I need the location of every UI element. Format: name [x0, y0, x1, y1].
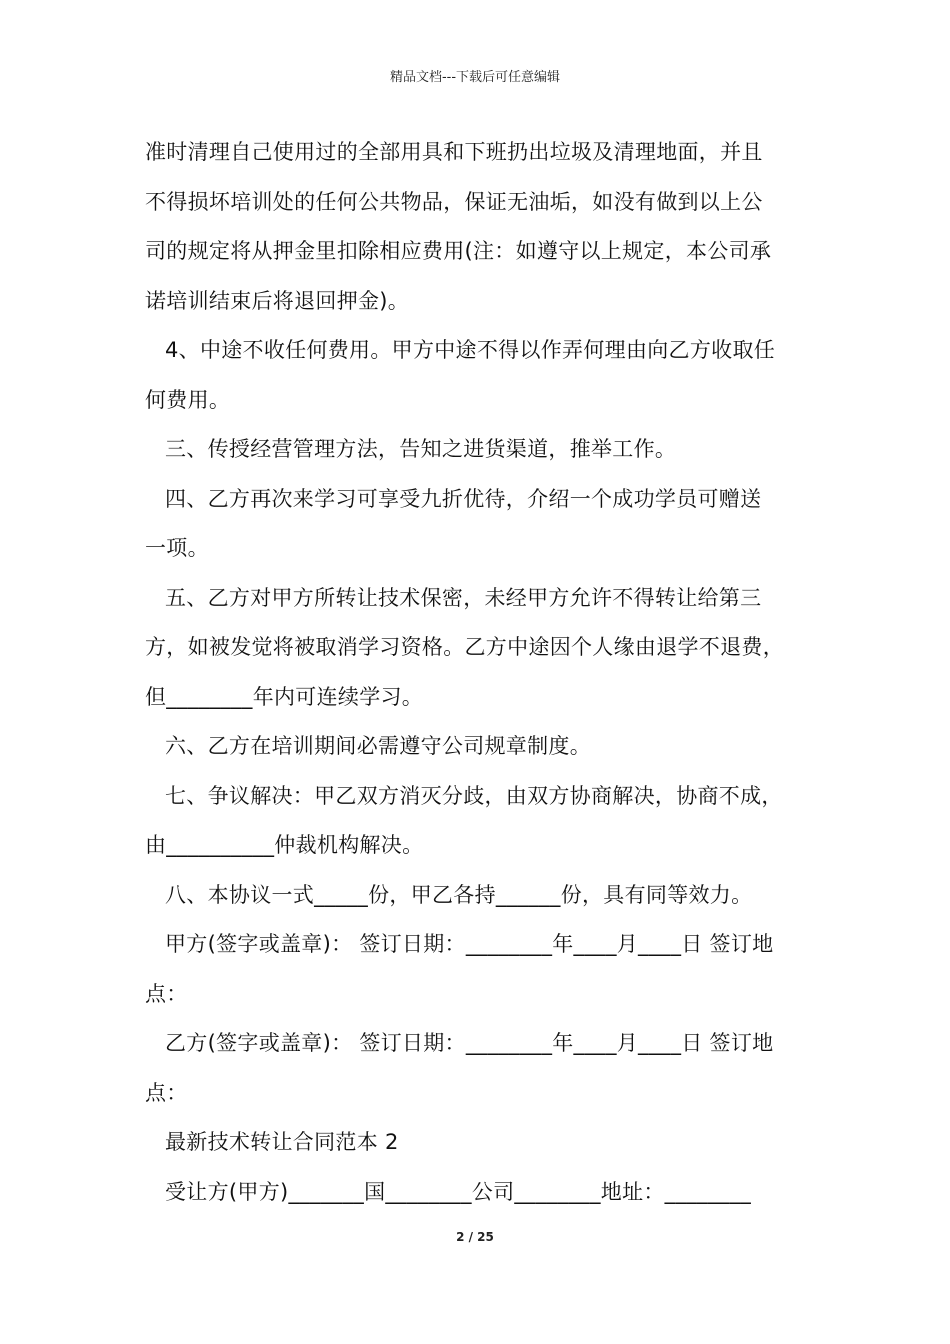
text-line: 甲方(签字或盖章)： 签订日期：________年____月____日 签订地: [165, 932, 774, 956]
text-line: 四、乙方再次来学习可享受九折优待，介绍一个成功学员可赠送: [165, 486, 762, 511]
text-line: 受让方(甲方)_______国________公司________地址：________: [165, 1179, 752, 1204]
page-number: 2 / 25: [456, 1230, 494, 1244]
page-header: 精品文档---下载后可任意编辑: [389, 70, 561, 85]
text-line: 由__________仲裁机构解决。: [145, 833, 424, 857]
text-line: 三、传授经营管理方法，告知之进货渠道，推举工作。: [165, 437, 677, 461]
text-line: 诺培训结束后将退回押金)。: [145, 288, 410, 313]
text-line: 方，如被发觉将被取消学习资格。乙方中途因个人缘由退学不退费，: [145, 635, 784, 659]
text-line: 七、争议解决：甲乙双方消灭分歧，由双方协商解决，协商不成，: [165, 783, 783, 808]
text-line: 司的规定将从押金里扣除相应费用(注：如遵守以上规定，本公司承: [145, 239, 772, 263]
text-line: 4、中途不收任何费用。甲方中途不得以作弄何理由向乙方收取任: [165, 338, 776, 362]
text-line: 五、乙方对甲方所转让技术保密，未经甲方允许不得转让给第三: [165, 585, 762, 610]
text-line: 准时清理自己使用过的全部用具和下班扔出垃圾及清理地面，并且: [145, 140, 763, 164]
text-line: 六、乙方在培训期间必需遵守公司规章制度。: [165, 734, 591, 758]
section-heading: 最新技术转让合同范本 2: [165, 1130, 399, 1154]
text-line: 但________年内可连续学习。: [145, 684, 424, 709]
text-line: 点：: [145, 981, 188, 1006]
text-line: 点：: [145, 1080, 188, 1105]
text-line: 不得损坏培训处的任何公共物品，保证无油垢，如没有做到以上公: [145, 189, 763, 214]
text-line: 八、本协议一式_____份，甲乙各持______份，具有同等效力。: [165, 882, 753, 907]
text-line: 何费用。: [145, 387, 231, 412]
text-line: 乙方(签字或盖章)： 签订日期：________年____月____日 签订地: [165, 1031, 774, 1055]
text-line: 一项。: [145, 536, 209, 560]
document-body: [145, 128, 815, 1217]
